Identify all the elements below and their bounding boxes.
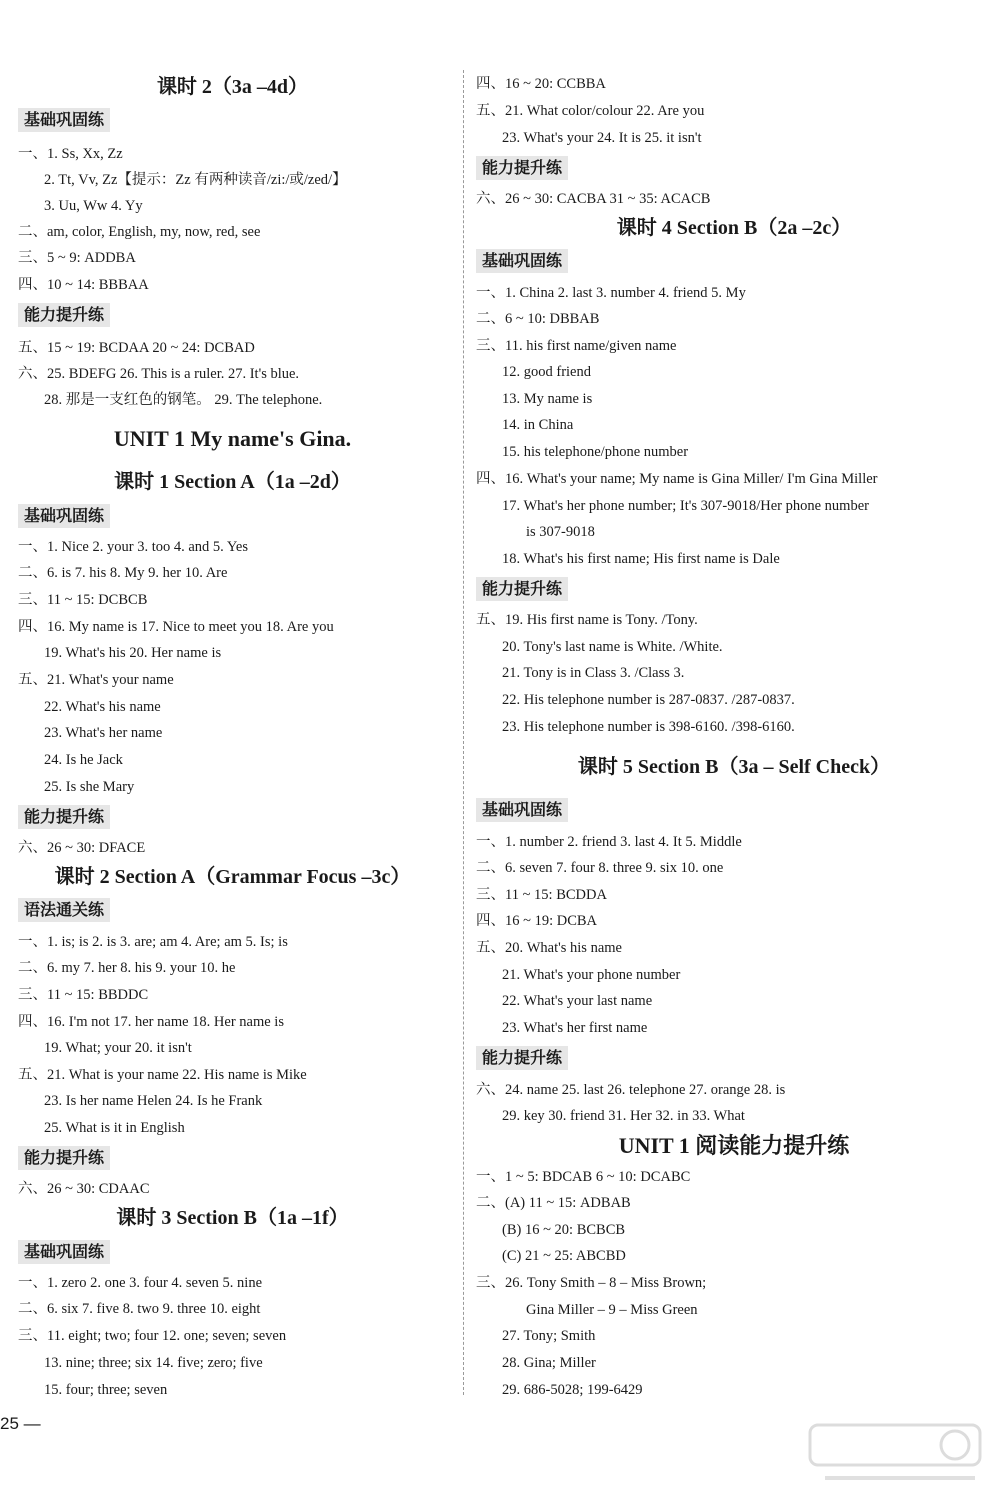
subsection-heading: 能力提升练 — [18, 1146, 110, 1170]
answer-line: 25. What is it in English — [44, 1120, 185, 1136]
section-title: UNIT 1 阅读能力提升练 — [618, 1133, 850, 1158]
subsection-heading: 基础巩固练 — [476, 798, 568, 822]
subsection-heading: 能力提升练 — [18, 805, 110, 829]
answer-line: 一、1. number 2. friend 3. last 4. It 5. Middle — [476, 834, 742, 850]
answer-line: Gina Miller – 9 – Miss Green — [526, 1302, 698, 1318]
answer-line: 13. nine; three; six 14. five; zero; five — [44, 1355, 263, 1371]
answer-line: 一、1. zero 2. one 3. four 4. seven 5. nine — [18, 1275, 263, 1291]
answer-line: 22. What's your last name — [502, 993, 653, 1009]
answer-line: 17. What's her phone number; It's 307-9018/Her phone number — [502, 498, 869, 514]
answer-line: 28. Gina; Miller — [502, 1355, 596, 1371]
answer-line: 18. What's his first name; His first name is Dale — [502, 551, 780, 567]
answer-line: 四、16 ~ 19: DCBA — [476, 913, 598, 929]
subsection-heading: 语法通关练 — [18, 898, 110, 922]
answer-line: 四、16 ~ 20: CCBBA — [476, 76, 606, 92]
answer-line: 三、26. Tony Smith – 8 – Miss Brown; — [476, 1275, 707, 1291]
subsection-heading: 基础巩固练 — [18, 108, 110, 132]
subsection-heading: 能力提升练 — [476, 1046, 568, 1070]
answer-line: 三、11 ~ 15: BBDDC — [18, 987, 149, 1003]
answer-line: 23. What's her first name — [502, 1020, 648, 1036]
subsection-heading: 能力提升练 — [476, 156, 568, 180]
answer-line: 29. key 30. friend 31. Her 32. in 33. What — [502, 1108, 745, 1124]
answer-line: 五、15 ~ 19: BCDAA 20 ~ 24: DCBAD — [18, 340, 255, 356]
page-number: 25 — — [0, 1414, 41, 1433]
answer-line: 22. What's his name — [44, 699, 161, 715]
answer-line: 13. My name is — [502, 391, 593, 407]
answer-line: 一、1. is; is 2. is 3. are; am 4. Are; am 5. Is; is — [18, 934, 288, 950]
answer-line: 二、6 ~ 10: DBBAB — [476, 311, 600, 327]
answer-line: 四、10 ~ 14: BBBAA — [18, 277, 149, 293]
answer-line: 二、am, color, English, my, now, red, see — [18, 224, 261, 240]
answer-line: 五、21. What color/colour 22. Are you — [476, 103, 705, 119]
answer-line: 23. Is her name Helen 24. Is he Frank — [44, 1093, 263, 1109]
answer-line: 28. 那是一支红色的钢笔。 29. The telephone. — [44, 392, 323, 408]
answer-line: 五、19. His first name is Tony. /Tony. — [476, 612, 698, 628]
answer-line: 3. Uu, Ww 4. Yy — [44, 198, 143, 214]
answer-line: 三、11. eight; two; four 12. one; seven; seven — [18, 1328, 287, 1344]
answer-line: 21. What's your phone number — [502, 967, 681, 983]
answer-line: 23. His telephone number is 398-6160. /398-6160. — [502, 719, 795, 735]
subsection-heading: 基础巩固练 — [18, 504, 110, 528]
answer-line: 三、11 ~ 15: BCDDA — [476, 887, 607, 903]
answer-line: 五、21. What's your name — [18, 672, 174, 688]
answer-line: 六、24. name 25. last 26. telephone 27. orange 28. is — [476, 1082, 786, 1098]
section-title: 课时 1 Section A（1a –2d） — [114, 471, 351, 493]
answer-line: 20. Tony's last name is White. /White. — [502, 639, 723, 655]
answer-line: 15. four; three; seven — [44, 1382, 168, 1398]
answer-line: 四、16. I'm not 17. her name 18. Her name is — [18, 1014, 284, 1030]
answer-line: 22. His telephone number is 287-0837. /287-0837. — [502, 692, 795, 708]
answer-line: 14. in China — [502, 417, 574, 433]
answer-line: 一、1. Nice 2. your 3. too 4. and 5. Yes — [18, 539, 248, 555]
answer-line: 三、11. his first name/given name — [476, 338, 677, 354]
subsection-heading: 基础巩固练 — [18, 1240, 110, 1264]
answer-line: 21. Tony is in Class 3. /Class 3. — [502, 665, 685, 681]
answer-line: 六、26 ~ 30: CDAAC — [18, 1181, 150, 1197]
answer-line: is 307-9018 — [526, 524, 595, 540]
answer-line: (C) 21 ~ 25: ABCBD — [502, 1248, 626, 1264]
answer-line: 一、1. China 2. last 3. number 4. friend 5. My — [476, 285, 746, 301]
answer-line: 2. Tt, Vv, Zz【提示：Zz 有两种读音/zi:/或/zed/】 — [44, 172, 347, 188]
answer-line: 12. good friend — [502, 364, 591, 380]
answer-line: 二、6. is 7. his 8. My 9. her 10. Are — [18, 565, 228, 581]
answer-line: 25. Is she Mary — [44, 779, 135, 795]
answer-line: 三、5 ~ 9: ADDBA — [18, 250, 136, 266]
answer-line: 23. What's your 24. It is 25. it isn't — [502, 130, 702, 146]
answer-line: 19. What; your 20. it isn't — [44, 1040, 192, 1056]
answer-line: 23. What's her name — [44, 725, 163, 741]
watermark-logo-icon — [805, 1420, 985, 1490]
answer-line: 六、25. BDEFG 26. This is a ruler. 27. It's blue. — [18, 366, 300, 382]
answer-line: 24. Is he Jack — [44, 752, 123, 768]
section-title: 课时 2（3a –4d） — [156, 76, 309, 98]
answer-line: 19. What's his 20. Her name is — [44, 645, 222, 661]
answer-line: 一、1 ~ 5: BDCAB 6 ~ 10: DCABC — [476, 1169, 691, 1185]
answer-line: 四、16. My name is 17. Nice to meet you 18. Are you — [18, 619, 334, 635]
answer-line: 三、11 ~ 15: DCBCB — [18, 592, 148, 608]
answer-line: 五、21. What is your name 22. His name is Mike — [18, 1067, 307, 1083]
answer-line: 二、6. six 7. five 8. two 9. three 10. eight — [18, 1301, 261, 1317]
answer-line: 二、(A) 11 ~ 15: ADBAB — [476, 1195, 631, 1211]
section-title: 课时 5 Section B（3a – Self Check） — [577, 756, 891, 778]
subsection-heading: 能力提升练 — [476, 577, 568, 601]
answer-line: 四、16. What's your name; My name is Gina Miller/ I'm Gina Miller — [476, 471, 878, 487]
answer-line: 29. 686-5028; 199-6429 — [502, 1382, 643, 1398]
section-title: 课时 2 Section A（Grammar Focus –3c） — [54, 866, 411, 888]
column-divider — [463, 70, 464, 1395]
section-title: 课时 3 Section B（1a –1f） — [116, 1207, 349, 1229]
answer-line: (B) 16 ~ 20: BCBCB — [502, 1222, 626, 1238]
answer-line: 一、1. Ss, Xx, Zz — [18, 146, 123, 162]
answer-line: 二、6. my 7. her 8. his 9. your 10. he — [18, 960, 236, 976]
answer-line: 五、20. What's his name — [476, 940, 622, 956]
section-title: UNIT 1 My name's Gina. — [113, 426, 352, 451]
answer-line: 27. Tony; Smith — [502, 1328, 596, 1344]
answer-line: 15. his telephone/phone number — [502, 444, 689, 460]
answer-line: 六、26 ~ 30: DFACE — [18, 840, 146, 856]
section-title: 课时 4 Section B（2a –2c） — [616, 217, 852, 239]
answer-line: 二、6. seven 7. four 8. three 9. six 10. one — [476, 860, 724, 876]
answer-line: 六、26 ~ 30: CACBA 31 ~ 35: ACACB — [476, 191, 711, 207]
subsection-heading: 基础巩固练 — [476, 249, 568, 273]
subsection-heading: 能力提升练 — [18, 303, 110, 327]
